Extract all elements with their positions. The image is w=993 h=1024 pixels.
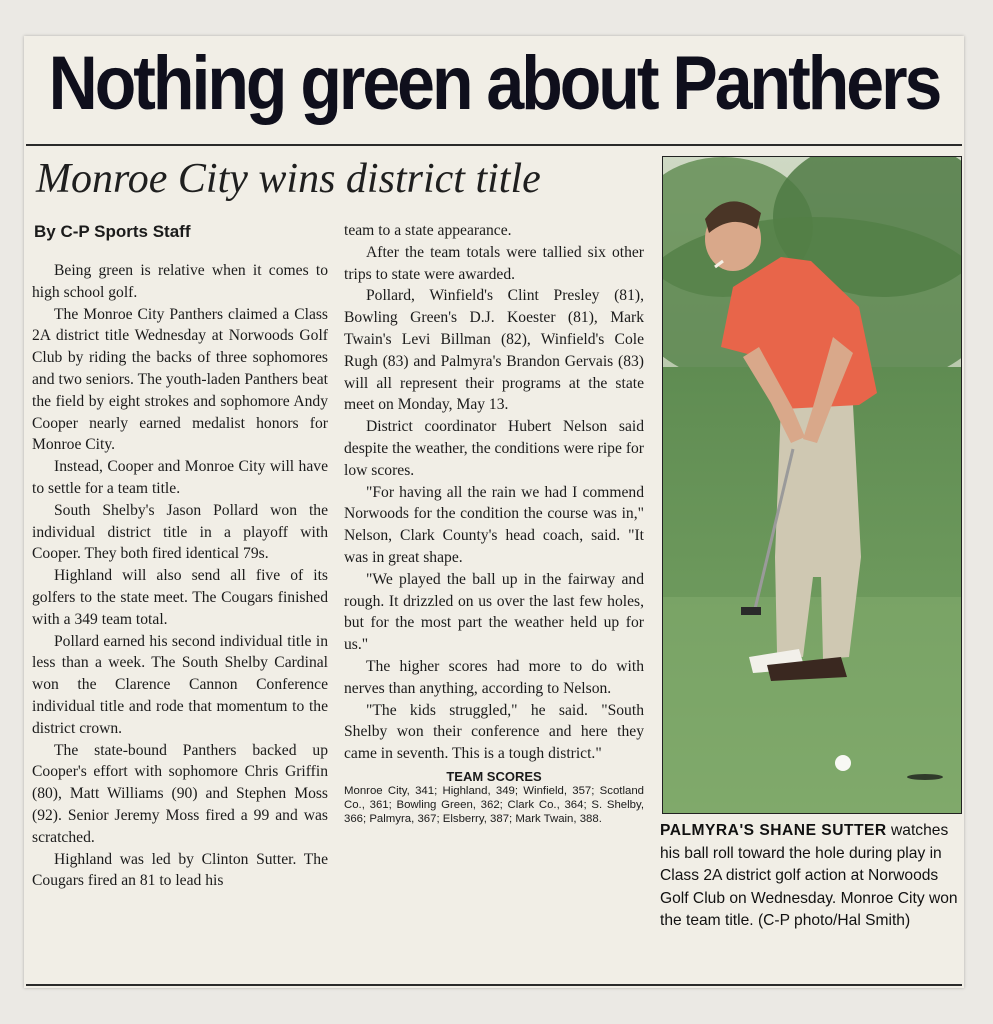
newspaper-clipping: [24, 36, 964, 988]
byline: By C-P Sports Staff: [34, 222, 191, 241]
headline: Nothing green about Panthers: [48, 40, 940, 126]
paragraph: District coordinator Hubert Nelson said despite the weather, the conditions were ripe for low scores.: [344, 418, 644, 479]
paragraph: Pollard, Winfield's Clint Presley (81), Bowling Green's D.J. Koester (81), Mark Twain's Levi Billman (82), Winfield's Cole Rugh (83) and Palmyra's Brandon Gervais (83) will all represent their programs at the state meet on Monday, May 13.: [344, 287, 644, 414]
article-column-2: [344, 220, 644, 826]
caption-lead: PALMYRA'S SHANE SUTTER: [660, 822, 887, 839]
paragraph: team to a state appearance.: [344, 222, 512, 239]
paragraph: The Monroe City Panthers claimed a Class 2A district title Wednesday at Norwoods Golf Club by riding the backs of three sophomores and two seniors. The youth-laden Panthers beat the field by eight strokes and sophomore Andy Cooper nearly earned medalist honors for Monroe City.: [32, 305, 328, 454]
team-scores-text: Monroe City, 341; Highland, 349; Winfield, 357; Scotland Co., 361; Bowling Green, 362; Clark Co., 364; S. Shelby, 366; Palmyra, 367; Elsberry, 387; Mark Twain, 388.: [344, 784, 644, 825]
caption-text: watches his ball roll toward the hole during play in Class 2A district golf action at Norwoods Golf Club on Wednesday. Monroe City won the team title. (C-P photo/Hal Smith): [660, 822, 958, 929]
article-column-1: [32, 260, 328, 892]
bottom-rule: [26, 984, 962, 986]
paragraph: The state-bound Panthers backed up Cooper's effort with sophomore Chris Griffin (80), Matt Williams (90) and Stephen Moss (92). Senior Jeremy Moss fired a 99 and was scratched.: [32, 741, 328, 846]
paragraph: "For having all the rain we had I commend Norwoods for the condition the course was in," Nelson, Clark County's head coach, said. "It was in great shape.: [344, 483, 644, 566]
paragraph: Highland was led by Clinton Sutter. The Cougars fired an 81 to lead his: [32, 850, 328, 890]
paragraph: After the team totals were tallied six other trips to state were awarded.: [344, 243, 644, 283]
paragraph: Pollard earned his second individual title in less than a week. The South Shelby Cardinal won the Clarence Cannon Conference individual title and rode that momentum to the district crown.: [32, 632, 328, 737]
golfer-photo-image: [663, 157, 961, 813]
paragraph: South Shelby's Jason Pollard won the individual district title in a playoff with Cooper. They both fired identical 79s.: [32, 501, 328, 563]
photo-caption: [660, 820, 960, 933]
paragraph: "The kids struggled," he said. "South Shelby won their conference and here they came in seventh. This is a tough district.": [344, 701, 644, 763]
paragraph: The higher scores had more to do with nerves than anything, according to Nelson.: [344, 657, 644, 697]
headline-rule: [26, 144, 962, 146]
golfer-photo: [662, 156, 962, 814]
paragraph: Being green is relative when it comes to high school golf.: [32, 262, 328, 301]
paragraph: Highland will also send all five of its golfers to the state meet. The Cougars finished with a 349 team total.: [32, 567, 328, 628]
paragraph: Instead, Cooper and Monroe City will have to settle for a team title.: [32, 458, 328, 497]
team-scores-title: TEAM SCORES: [446, 768, 542, 784]
subheadline: Monroe City wins district title: [36, 156, 541, 202]
paragraph: "We played the ball up in the fairway and rough. It drizzled on us over the last few holes, but for the most part the weather held up for us.": [344, 570, 644, 654]
